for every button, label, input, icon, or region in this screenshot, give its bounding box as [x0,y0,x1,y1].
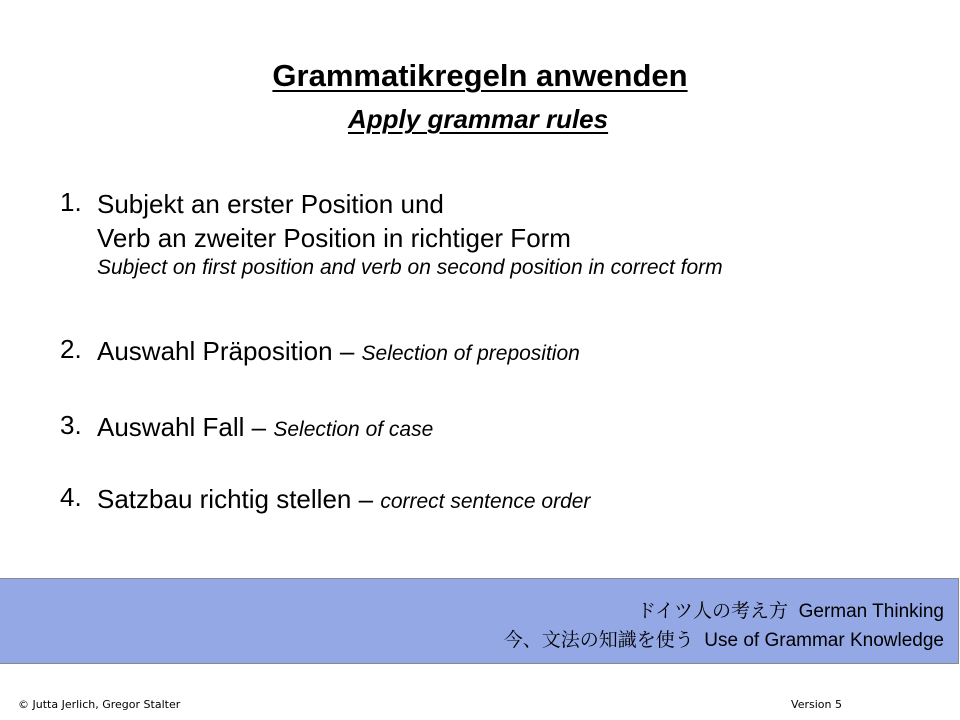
rule-number: 3. [60,410,82,440]
rule-german: Auswahl Fall [97,412,245,442]
footer-copyright [18,698,180,711]
rule-german-line-2: Verb an zweiter Position in richtiger Form [97,223,571,253]
rule-body [97,187,723,281]
banner-line-2 [504,625,944,652]
rule-german: Auswahl Präposition [97,336,333,366]
rule-dash: – [358,484,374,514]
rule-number: 1. [60,187,82,217]
slide-subtitle: Apply grammar rules [348,104,609,134]
banner-english-text: Use of Grammar Knowledge [704,630,944,651]
copyright-icon: © [18,698,29,711]
rule-dash: – [339,336,355,366]
banner-english-text: German Thinking [798,601,944,622]
rule-german-line-1: Subjekt an erster Position und [97,189,444,219]
banner-japanese-text: ドイツ人の考え方 [636,600,789,622]
rule-dash: – [251,412,267,442]
slide-title: Grammatikregeln anwenden [272,58,688,93]
banner-japanese-text: 今、文法の知識を使う [503,629,694,651]
rule-german: Satzbau richtig stellen [97,484,352,514]
rule-body [97,410,433,447]
banner-line-1 [637,596,944,623]
info-banner [0,578,959,664]
footer-version: Version 5 [791,698,842,711]
rule-body [97,334,580,371]
rule-number: 2. [60,334,82,364]
rule-english: correct sentence order [380,490,591,513]
rule-body [97,482,590,519]
footer-authors: Jutta Jerlich, Gregor Stalter [32,698,181,711]
rule-english: Subject on first position and verb on second position in correct form [97,256,723,279]
rule-english: Selection of preposition [361,342,580,365]
rule-english: Selection of case [273,418,434,441]
rule-number: 4. [60,482,82,512]
